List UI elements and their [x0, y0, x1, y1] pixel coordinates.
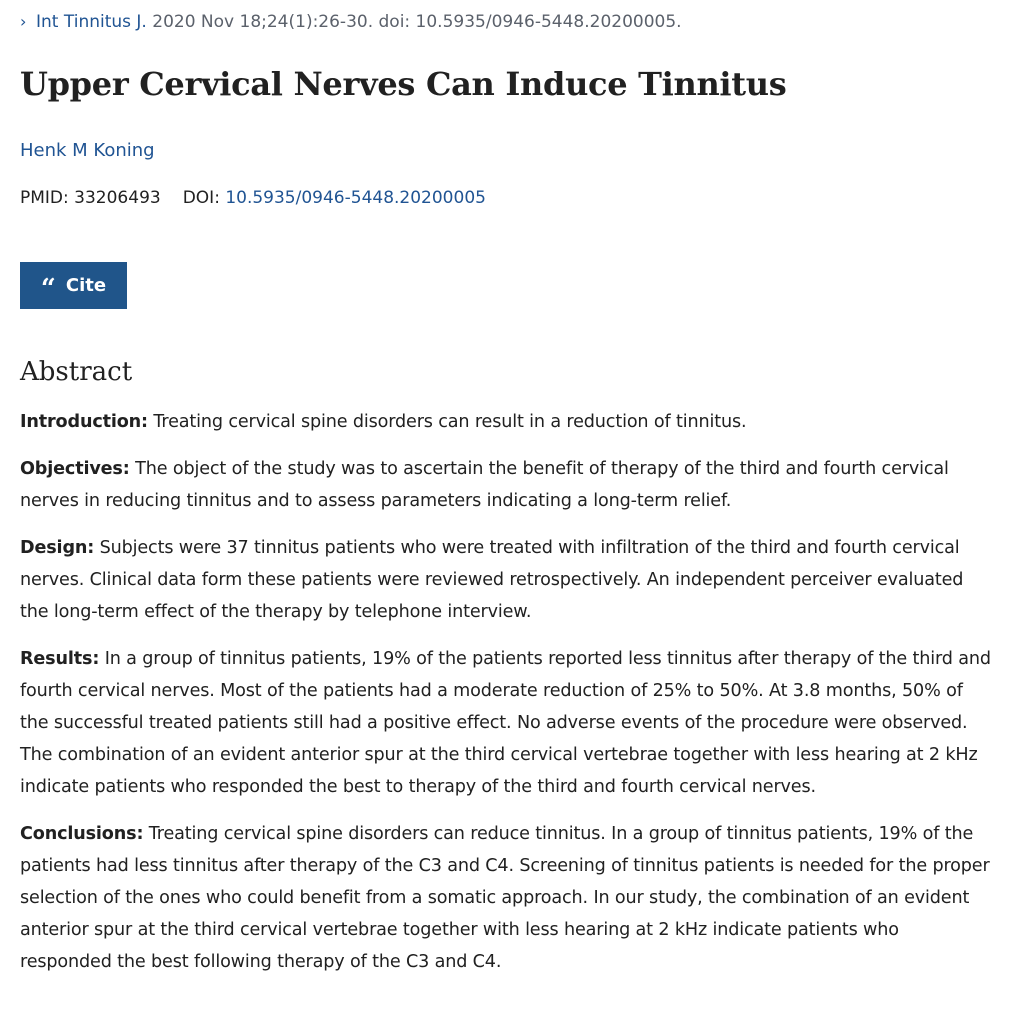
abstract-section-results [20, 643, 995, 803]
section-label: Conclusions: [20, 824, 144, 844]
pmid-label: PMID: [20, 188, 69, 208]
article-title: Upper Cervical Nerves Can Induce Tinnitus [20, 65, 787, 103]
section-label: Introduction: [20, 412, 148, 432]
journal-link[interactable]: Int Tinnitus J. [36, 12, 147, 32]
abstract-section-design [20, 532, 995, 628]
chevron-right-icon[interactable]: › [20, 12, 27, 31]
abstract-content [20, 406, 995, 993]
doi-label: DOI: [182, 188, 220, 208]
quote-icon: “ [40, 273, 56, 304]
journal-citation: 2020 Nov 18;24(1):26-30. doi: 10.5935/0946-5448.20200005. [152, 12, 682, 32]
author-link[interactable]: Henk M Koning [20, 140, 155, 161]
pmid-value: 33206493 [74, 188, 161, 208]
author-list [20, 138, 155, 164]
section-text: Treating cervical spine disorders can reduce tinnitus. In a group of tinnitus patients, 19% of the patients had less tinnitus after therapy of the C3 and C4. Screening of tinnitus patients is needed for the proper selection of the ones who could benefit from a somatic approach. In our study, the combination of an evident anterior spur at the third cervical vertebrae together with less hearing at 2 kHz indicate patients who responded the best following therapy of the C3 and C4. [20, 824, 990, 972]
section-label: Results: [20, 649, 100, 669]
section-text: The object of the study was to ascertain the benefit of therapy of the third and fourth cervical nerves in reducing tinnitus and to assess parameters indicating a long-term relief. [20, 459, 949, 511]
section-text: In a group of tinnitus patients, 19% of the patients reported less tinnitus after therapy of the third and fourth cervical nerves. Most of the patients had a moderate reduction of 25% to 50%. At 3.8 months, 50% of the successful treated patients still had a positive effect. No adverse events of the procedure were observed. The combination of an evident anterior spur at the third cervical vertebrae together with less hearing at 2 kHz indicate patients who responded the best to therapy of the third and fourth cervical nerves. [20, 649, 991, 797]
section-label: Objectives: [20, 459, 130, 479]
doi-link[interactable]: 10.5935/0946-5448.20200005 [225, 188, 486, 208]
abstract-heading: Abstract [20, 357, 133, 387]
article-identifiers [20, 185, 486, 211]
abstract-section-conclusions [20, 818, 995, 978]
section-text: Treating cervical spine disorders can result in a reduction of tinnitus. [153, 412, 747, 432]
cite-button-label: Cite [65, 275, 107, 296]
journal-citation-line [20, 9, 682, 35]
section-text: Subjects were 37 tinnitus patients who were treated with infiltration of the third and fourth cervical nerves. Clinical data form these patients were reviewed retrospectively. An independent perceiver evaluated the long-term effect of the therapy by telephone interview. [20, 538, 964, 622]
abstract-section-objectives [20, 453, 995, 517]
abstract-section-introduction [20, 406, 995, 438]
section-label: Design: [20, 538, 95, 558]
cite-button[interactable] [20, 262, 127, 309]
